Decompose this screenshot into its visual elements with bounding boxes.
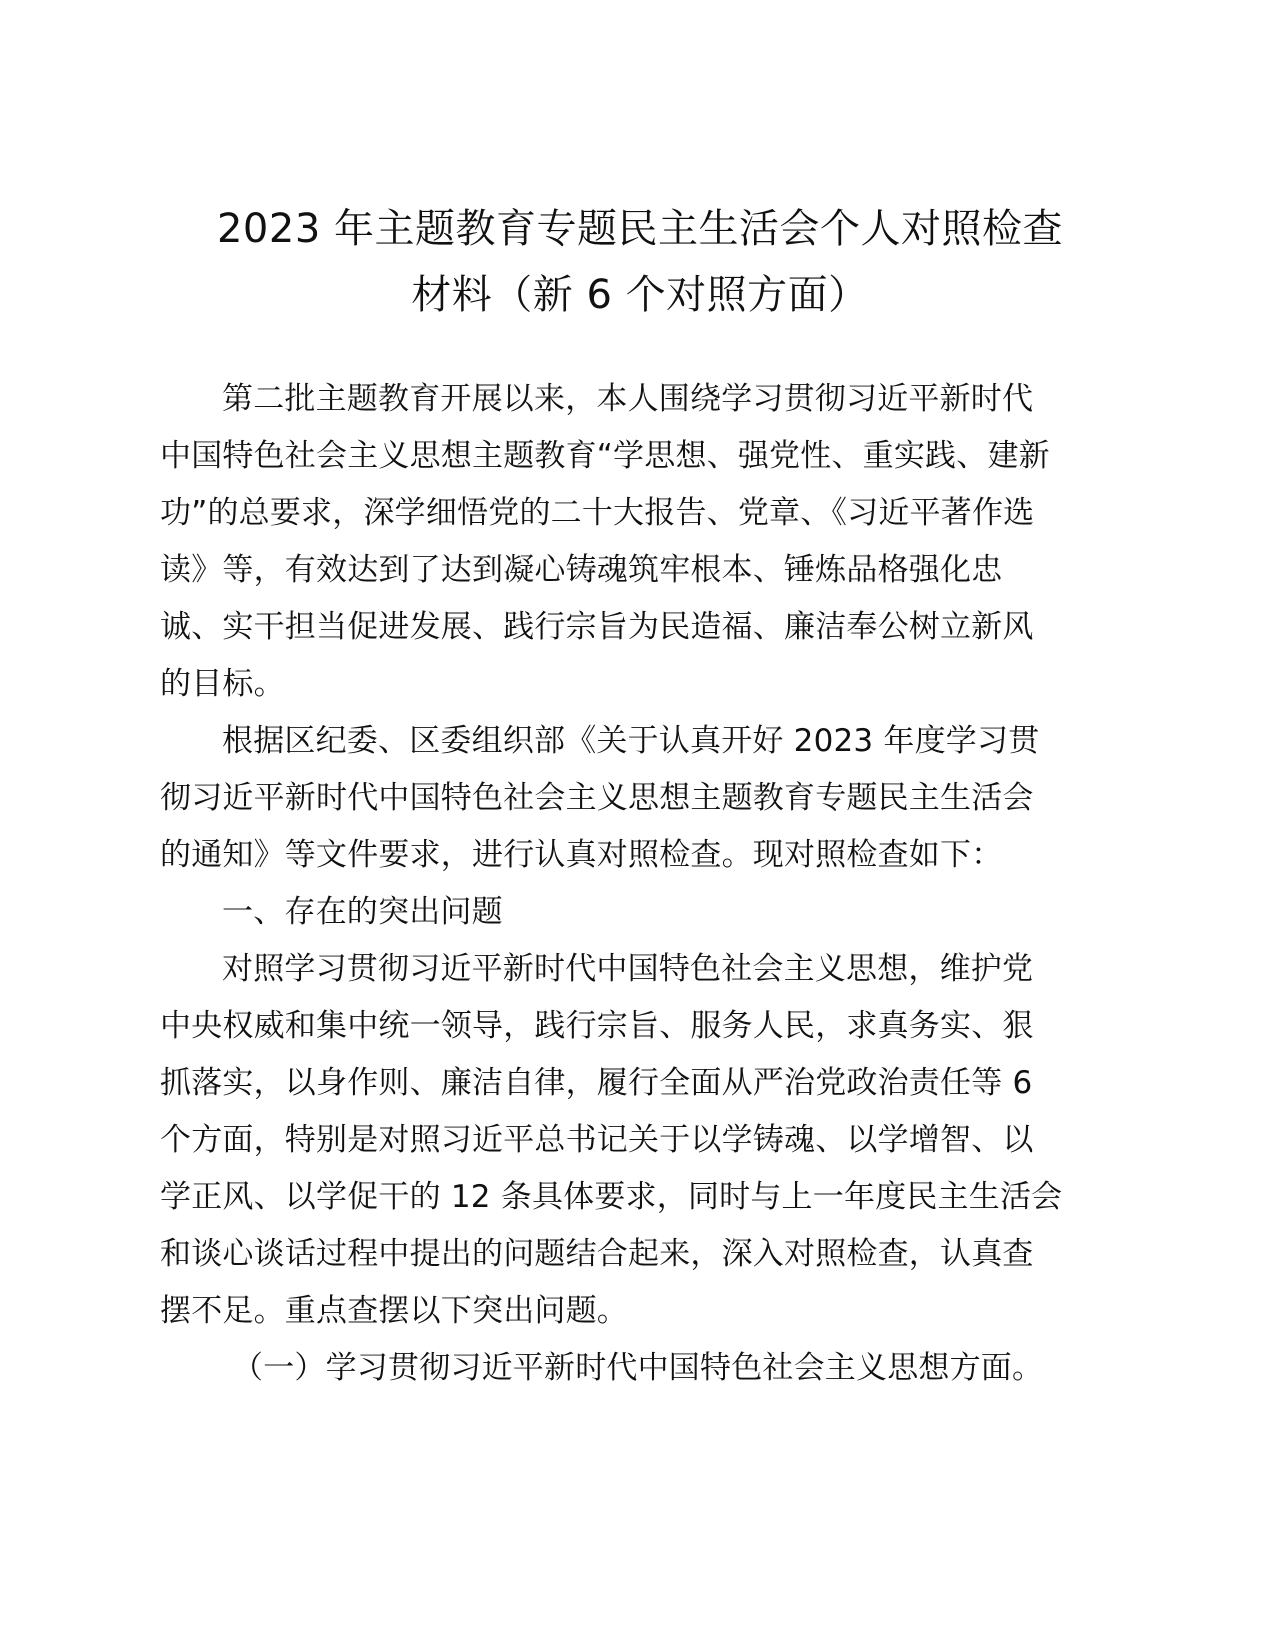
paragraph-line: 诚、实干担当促进发展、践行宗旨为民造福、廉洁奉公树立新风 (160, 609, 1034, 645)
paragraph-basis (160, 713, 1120, 884)
paragraph-line: 中国特色社会主义思想主题教育“学思想、强党性、重实践、建新 (160, 438, 1050, 474)
paragraph-line: 和谈心谈话过程中提出的问题结合起来，深入对照检查，认真查 (160, 1236, 1034, 1272)
paragraph-line: 对照学习贯彻习近平新时代中国特色社会主义思想，维护党 (222, 951, 1034, 987)
section-heading-text: 一、存在的突出问题 (222, 894, 503, 930)
paragraph-line: 摆不足。重点查摆以下突出问题。 (160, 1293, 628, 1329)
subsection-heading-1 (160, 1340, 1120, 1397)
paragraph-line: 第二批主题教育开展以来，本人围绕学习贯彻习近平新时代 (222, 381, 1034, 417)
document-body (160, 371, 1120, 1397)
paragraph-line: 读》等，有效达到了达到凝心铸魂筑牢根本、锤炼品格强化忠 (160, 552, 1003, 588)
paragraph-problems (160, 941, 1120, 1340)
paragraph-line: 抓落实，以身作则、廉洁自律，履行全面从严治党政治责任等 6 (160, 1065, 1033, 1101)
paragraph-line: 的目标。 (160, 666, 285, 702)
paragraph-line: 根据区纪委、区委组织部《关于认真开好 2023 年度学习贯 (222, 723, 1040, 759)
paragraph-intro (160, 371, 1120, 713)
paragraph-line: 的通知》等文件要求，进行认真对照检查。现对照检查如下： (160, 837, 1003, 873)
document-title (160, 196, 1120, 328)
section-heading-1 (160, 884, 1120, 941)
paragraph-line: 个方面，特别是对照习近平总书记关于以学铸魂、以学增智、以 (160, 1122, 1034, 1158)
subsection-heading-text: （一）学习贯彻习近平新时代中国特色社会主义思想方面。 (232, 1350, 1044, 1386)
title-line-2: 材料（新 6 个对照方面） (411, 272, 869, 318)
paragraph-line: 中央权威和集中统一领导，践行宗旨、服务人民，求真务实、狠 (160, 1008, 1034, 1044)
paragraph-line: 学正风、以学促干的 12 条具体要求，同时与上一年度民主生活会 (160, 1179, 1063, 1215)
title-line-1: 2023 年主题教育专题民主生活会个人对照检查 (216, 206, 1063, 252)
paragraph-line: 功”的总要求，深学细悟党的二十大报告、党章、《习近平著作选 (160, 495, 1035, 531)
paragraph-line: 彻习近平新时代中国特色社会主义思想主题教育专题民主生活会 (160, 780, 1034, 816)
